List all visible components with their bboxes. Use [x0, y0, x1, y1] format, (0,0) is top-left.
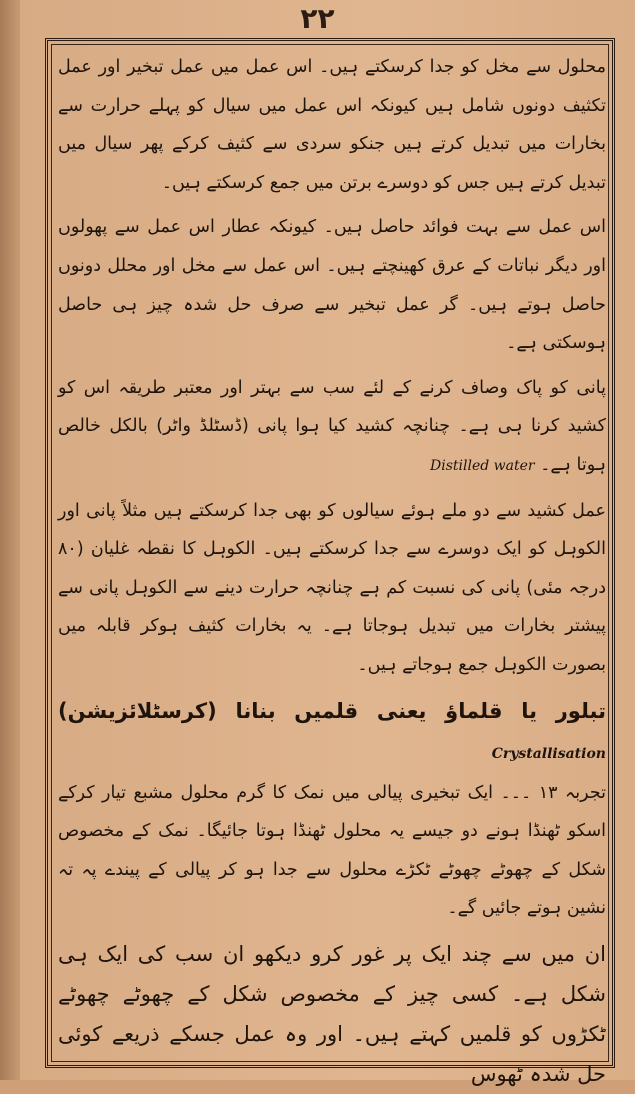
pure-water-text: پانی کو پاک وصاف کرنے کے لئے سب سے بہتر اور معتبر طریقہ اس کو کشید کرنا ہی ہے۔ چنانچہ کشید کیا ہوا پانی (ڈسٹلڈ واٹر) بالکل خالص ہوتا ہے۔	[58, 377, 606, 475]
distilled-water-term: Distilled water	[430, 457, 535, 474]
section-heading-crystallisation	[58, 691, 606, 774]
page-body	[58, 48, 607, 1086]
paragraph-crystal-definition: ان میں سے چند ایک پر غور کرو دیکھو ان سب کی ایک ہی شکل ہے۔ کسی چیز کے مخصوص شکل کے چھوٹے چھوٹے ٹکڑوں کو قلمیں کہتے ہیں۔ اور وہ عمل جسکے ذریعے کوئی حل شدہ ٹھوس	[58, 941, 606, 1086]
paragraph-distillation-intro: محلول سے مخل کو جدا کرسکتے ہیں۔ اس عمل میں عمل تبخیر اور عمل تکثیف دونوں شامل ہیں کیونکہ اس عمل میں سیال کو پہلے حرارت سے بخارات میں تبدیل کرتے ہیں جنکو سردی سے کثیف کرکے پھر سیال میں تبدیل کرتے ہیں جس کو دوسرے برتن میں جمع کرسکتے ہیں۔	[58, 57, 606, 193]
heading-text: تبلور یا قلماؤ یعنی قلمیں بنانا (کرسٹلائزیشن)	[58, 698, 606, 723]
paragraph-distillation-benefits: اس عمل سے بہت فوائد حاصل ہیں۔ کیونکہ عطار اس عمل سے پھولوں اور دیگر نباتات کے عرق کھینچتے ہیں۔ اس عمل سے مخل اور محلل دونوں حاصل ہوتے ہیں۔ گر عمل تبخیر سے صرف حل شدہ چیز ہی حاصل ہوسکتی ہے۔	[58, 217, 606, 354]
page-number: ۲۲	[300, 2, 335, 35]
paragraph-separating-liquids: عمل کشید سے دو ملے ہوئے سیالوں کو بھی جدا کرسکتے ہیں مثلاً پانی اور الکوہل کو ایک دوسرے سے جدا کرسکتے ہیں۔ الکوہل کا نقطہ غلیان (۸۰ درجہ مئی) پانی کی نسبت کم ہے چنانچہ حرارت دینے سے الکوہل پانی سے پیشتر بخارات میں تبدیل ہوجاتا ہے۔ یہ بخارات کثیف ہوکر قابلہ میں بصورت الکوہل جمع ہوجاتے ہیں۔	[58, 500, 606, 675]
page-binding-edge	[0, 0, 20, 1080]
paragraph-pure-water	[58, 369, 606, 486]
crystallisation-term: Crystallisation	[491, 745, 606, 762]
paragraph-experiment-13: تجربہ ۱۳ ۔۔۔ ایک تبخیری پیالی میں نمک کا گرم محلول مشبع تیار کرکے اسکو ٹھنڈا ہونے دو جیسے یہ محلول ٹھنڈا ہوتا جائیگا۔ نمک کے مخصوص شکل کے چھوٹے چھوٹے ٹکڑے محلول سے جدا ہو کر پیالی کے پیندے پہ تہ نشین ہوتے جائیں گے۔	[58, 782, 607, 919]
